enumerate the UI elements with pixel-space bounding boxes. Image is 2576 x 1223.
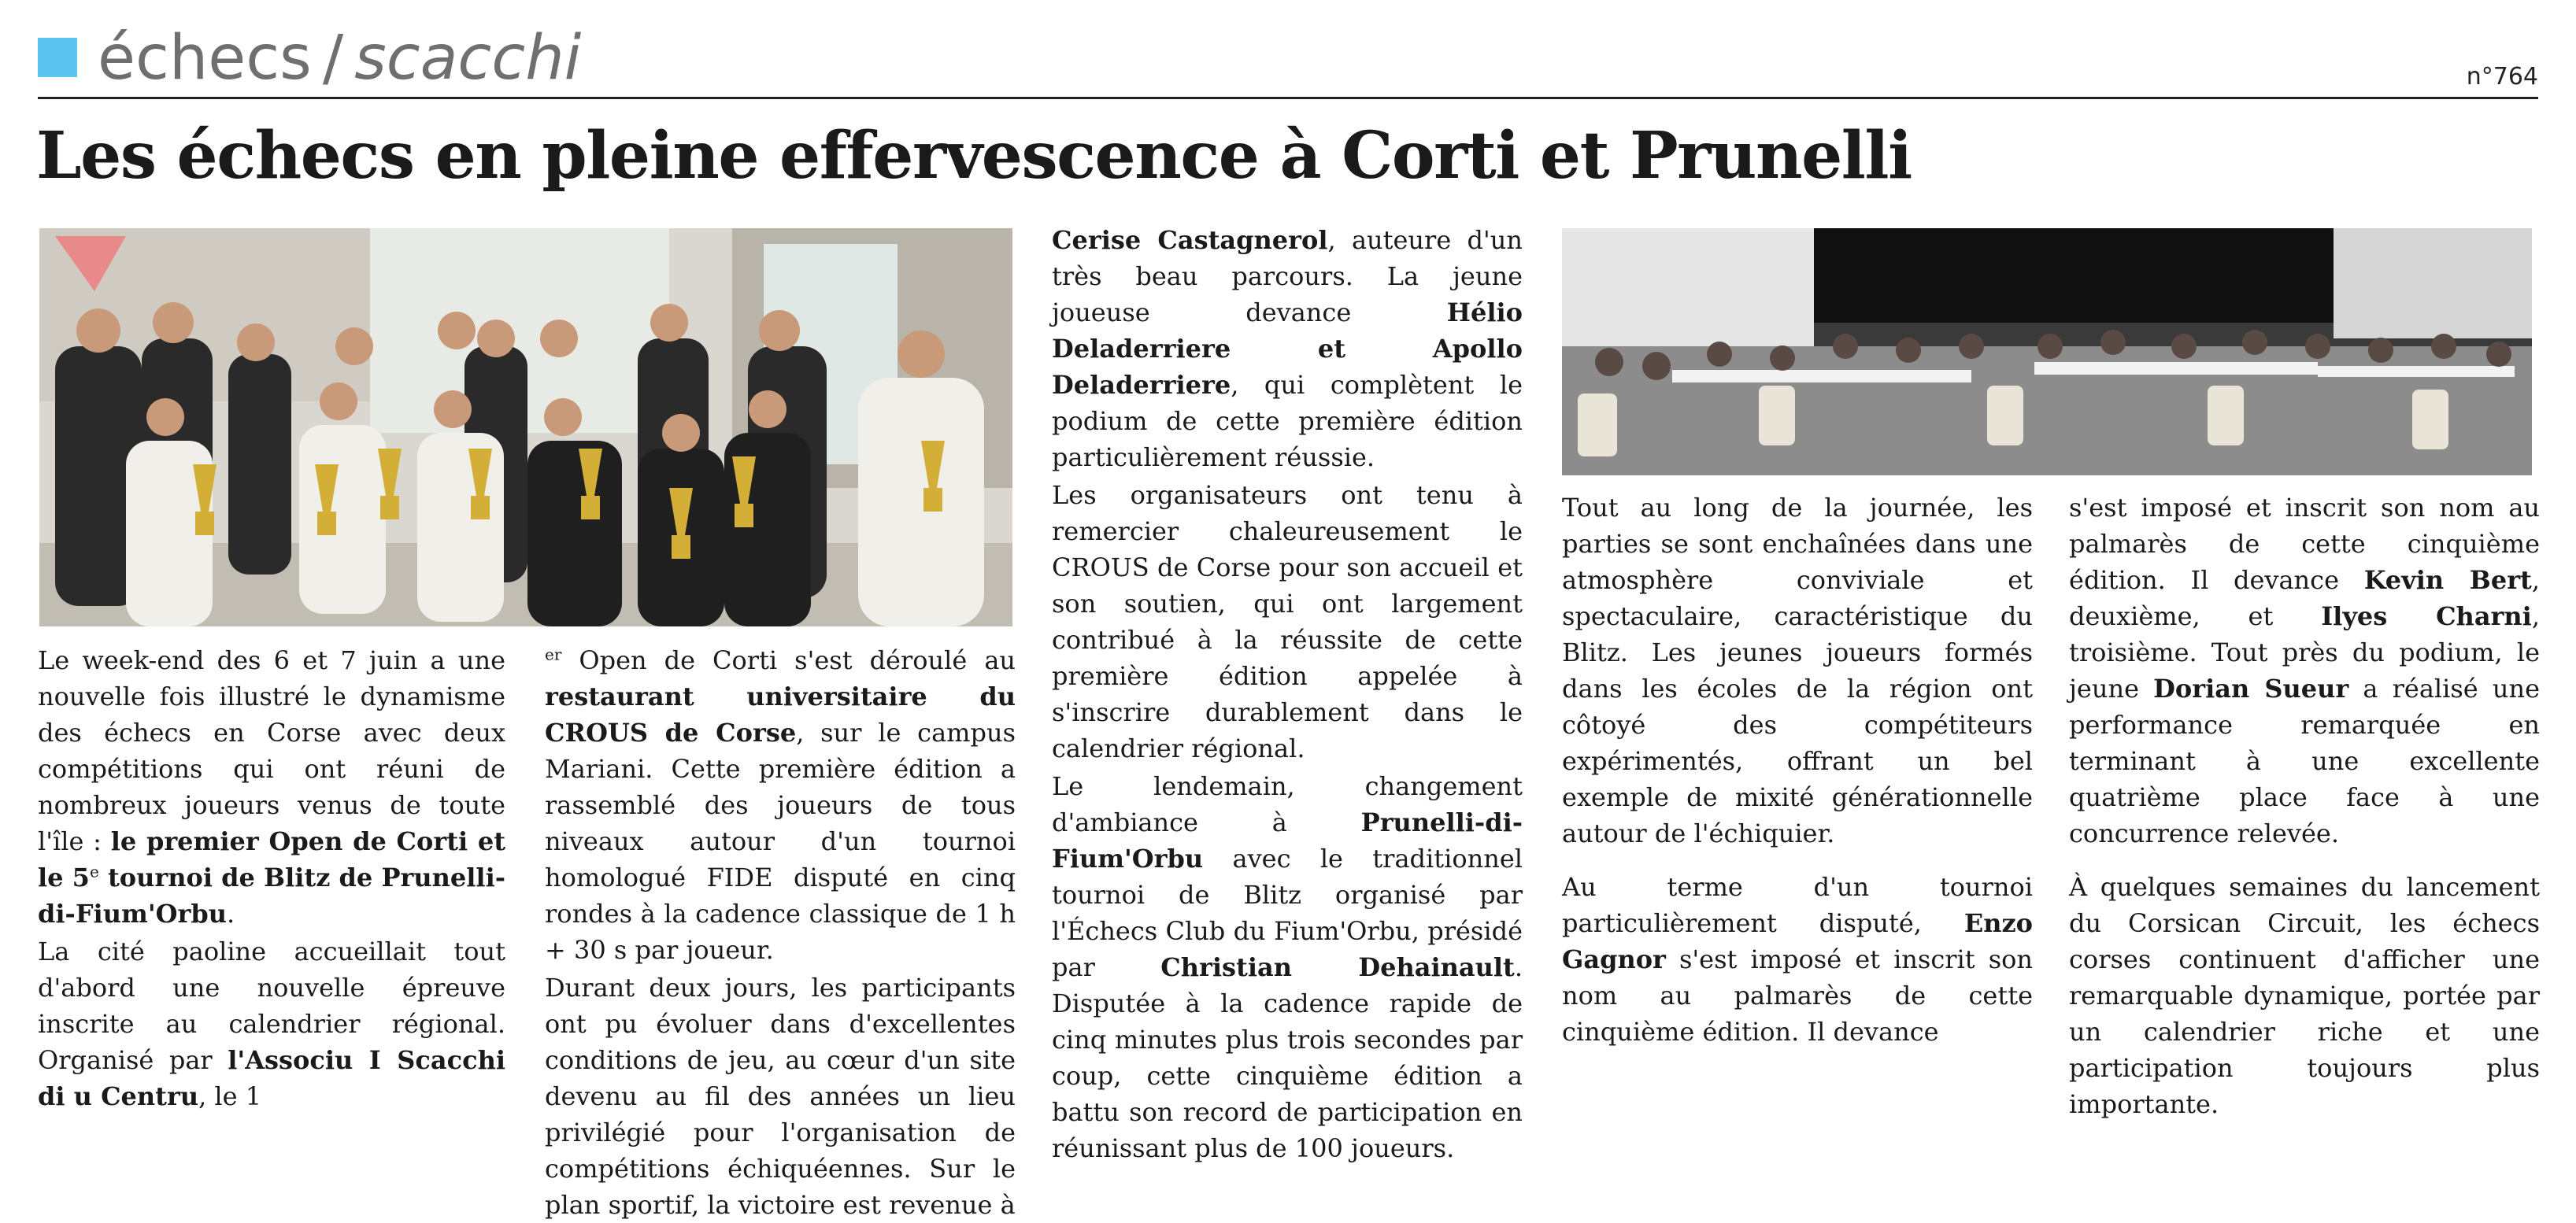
- paragraph-atmosphere: [1562, 490, 2033, 852]
- bold-run: Cerise Castagnerol: [1052, 225, 1328, 255]
- bold-run: Enzo Gagnor: [1562, 908, 2033, 974]
- section-color-square: [38, 38, 77, 77]
- superscript-run: e: [89, 862, 99, 881]
- paragraph-thanks: [1052, 477, 1523, 767]
- text-run: , deuxième, et: [2069, 565, 2541, 631]
- text-run: Les organisateurs ont tenu à remercier chaleureusement le CROUS de Corse pour son accueil et son soutien, qui ont largement contribué à la réussite de cette première édition appelée à s'inscrire durablement dans le calendrier régional.: [1052, 480, 1523, 763]
- text-run: La cité paoline accueillait tout d'abord une nouvelle épreuve inscrite au calendrier régional. Organisé par: [38, 937, 505, 1075]
- bold-run: le premier Open de Corti et le 5: [38, 826, 506, 892]
- bold-run: tournoi de Blitz de Prunelli-di-Fium'Orbu: [38, 863, 506, 929]
- article-column-4: [1562, 490, 2033, 1047]
- text-run: s'est imposé et inscrit son nom au palmarès de cette cinquième édition. Il devance: [2069, 493, 2540, 595]
- rubric-french: échecs: [98, 23, 312, 94]
- paragraph-conclusion: [2069, 869, 2540, 1122]
- article-column-5: [2069, 490, 2541, 1119]
- group-photo: [39, 228, 1012, 626]
- text-run: . Disputée à la cadence rapide de cinq minutes plus trois secondes par coup, cette cinquième édition a battu son record de participation en réunissant plus de 100 joueurs.: [1052, 952, 1523, 1163]
- paragraph-corti-results: [545, 970, 1016, 1223]
- text-run: Le lendemain, changement d'ambiance à: [1052, 771, 1523, 837]
- article-column-1: [38, 642, 506, 1111]
- bold-run: Christian Dehainault: [1160, 952, 1515, 982]
- rubric-separator: /: [322, 23, 344, 94]
- bold-run: Ilyes Charni: [2321, 601, 2532, 631]
- section-rubric: [98, 17, 581, 99]
- paragraph-blitz-results-cont: [2069, 490, 2540, 852]
- header-rule: [38, 97, 2538, 99]
- bold-run: Kevin Bert: [2363, 565, 2532, 595]
- article-column-2: [545, 642, 1016, 1220]
- rubric-corsican: scacchi: [354, 23, 582, 94]
- section-header: [38, 17, 2538, 99]
- group-photo-players-with-trophies-icon: [39, 228, 1012, 626]
- text-run: .: [226, 899, 235, 929]
- tournament-hall-photo-icon: [1562, 228, 2532, 475]
- text-run: avec le traditionnel tournoi de Blitz organisé par l'Échecs Club du Fium'Orbu, présidé par: [1052, 844, 1523, 982]
- bold-run: Prunelli-di-Fium'Orbu: [1052, 807, 1523, 874]
- text-run: , troisième. Tout près du podium, le jeune: [2069, 601, 2541, 704]
- bold-run: Hélio Deladerriere et Apollo Deladerriere: [1052, 297, 1523, 400]
- text-run: , le 1: [198, 1081, 262, 1111]
- text-run: Au terme d'un tournoi particulièrement disputé,: [1562, 872, 2033, 938]
- superscript-run: er: [545, 645, 562, 664]
- text-run: s'est imposé et inscrit son nom au palmarès de cette cinquième édition. Il devance: [1562, 944, 2033, 1047]
- text-run: Durant deux jours, les participants ont pu évoluer dans d'excellentes conditions de jeu, au cœur d'un site devenu au fil des années un lieu privilégié pour l'organisation de compétitions échiquéennes. Sur le plan sportif, la victoire est revenue à: [545, 973, 1016, 1220]
- text-run: , qui complètent le podium de cette première édition particulièrement réussie.: [1052, 370, 1523, 472]
- text-run: Tout au long de la journée, les parties se sont enchaînées dans une atmosphère conviviale et spectaculaire, caractéristique du Blitz. Les jeunes joueurs formés dans les écoles de la région ont côtoyé des compétiteurs expérimentés, offrant un bel exemple de mixité générationnelle autour de l'échiquier.: [1562, 493, 2033, 848]
- bold-run: restaurant universitaire du CROUS de Corse: [545, 682, 1016, 748]
- text-run: , sur le campus Mariani. Cette première édition a rassemblé des joueurs de tous niveaux autour d'un tournoi homologué FIDE disputé en cinq rondes à la cadence classique de 1 h + 30 s par joueur.: [545, 718, 1016, 965]
- paragraph-corti-results-cont: [1052, 222, 1523, 475]
- article-headline: Les échecs en pleine effervescence à Corti et Prunelli: [36, 118, 1912, 194]
- issue-number: n°764: [2466, 63, 2538, 91]
- text-run: Le week-end des 6 et 7 juin a une nouvelle fois illustré le dynamisme des échecs en Corse avec deux compétitions qui ont réuni de nombreux joueurs venus de toute l'île :: [38, 645, 505, 856]
- bold-run: Dorian Sueur: [2153, 674, 2349, 704]
- paragraph-corti-open-cont: [545, 642, 1016, 968]
- paragraph-blitz-results: [1562, 869, 2033, 1050]
- text-run: , auteure d'un très beau parcours. La jeune joueuse devance: [1052, 225, 1523, 327]
- bold-run: l'Associu I Scacchi di u Centru: [38, 1045, 505, 1111]
- paragraph-intro: [38, 642, 505, 932]
- text-run: a réalisé une performance remarquée en terminant à une excellente quatrième place face à une concurrence relevée.: [2069, 674, 2541, 848]
- text-run: Open de Corti s'est déroulé au: [561, 645, 1016, 675]
- paragraph-corti-open: [38, 933, 505, 1114]
- text-run: À quelques semaines du lancement du Corsican Circuit, les échecs corses continuent d'afficher une remarquable dynamique, portée par un calendrier riche et une participation toujours plus importante.: [2069, 872, 2540, 1119]
- tournament-hall-photo: [1562, 228, 2532, 475]
- paragraph-prunelli-blitz: [1052, 768, 1523, 1166]
- article-column-3: [1052, 222, 1523, 1163]
